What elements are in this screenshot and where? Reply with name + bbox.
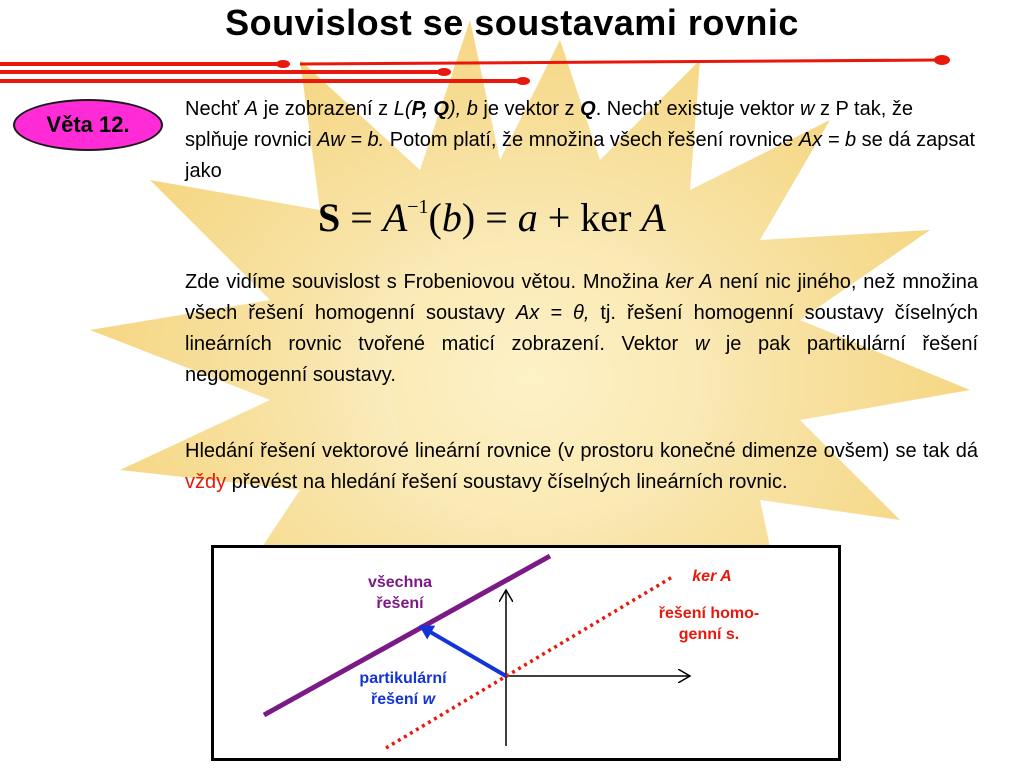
homogeneous-solution-label: řešení homo- genní s. [658,605,760,643]
theorem-badge: Věta 12. [13,99,163,151]
solution-diagram [211,545,841,761]
particular-solution-label: partikulární řešení w [359,670,447,708]
all-solutions-label: všechna řešení [367,574,433,612]
slide-title: Souvislost se soustavami rovnic [225,2,799,43]
kernel-label: ker A [692,568,732,585]
frobenius-paragraph: Zde vidíme souvislost s Frobeniovou větou. Množina ker A není nic jiného, než množina všech řešení homogenní soustavy Ax = θ, tj. řešení homogenní soustavy číselných lineárních rovnic tvořené maticí zobrazení. Vektor w je pak partikulární řešení negomogenní soustavy. [185,271,979,386]
solution-set-formula: $S = A^{-1}(b) = a$ + ker A [318,195,666,240]
title-underline [0,50,1024,90]
theorem-text: Nechť A je zobrazení z L(P, Q), b je vektor z Q. Nechť existuje vektor w z P tak, že splňuje rovnici Aw = b. Potom platí, že množina všech řešení rovnice Ax = b se dá zapsat jako [185,98,976,182]
conclusion-paragraph: Hledání řešení vektorové lineární rovnice (v prostoru konečné dimenze ovšem) se tak dá vždy převést na hledání řešení soustavy číselných lineárních rovnic. [185,440,978,493]
